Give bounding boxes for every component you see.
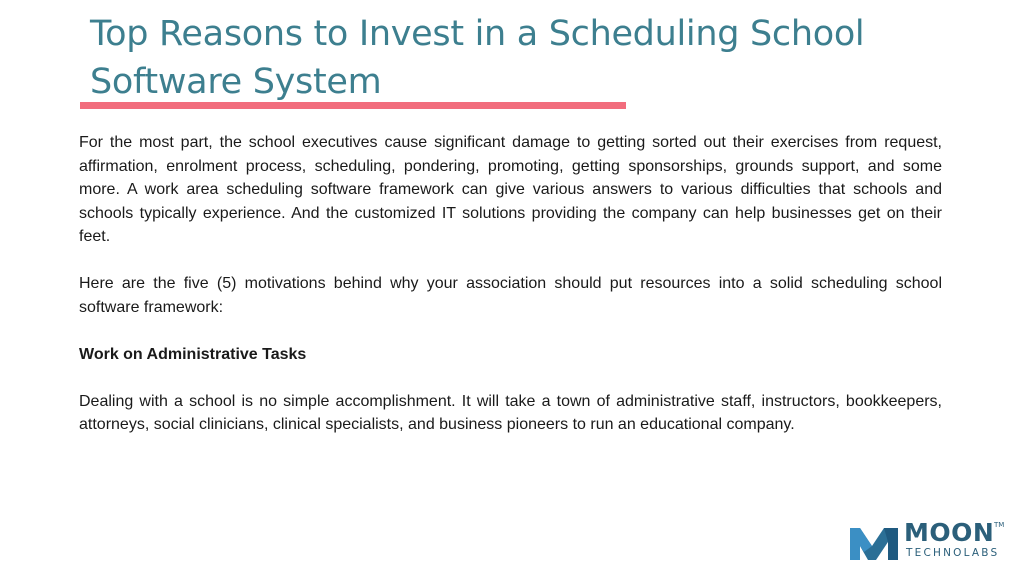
title-underline [80, 102, 626, 109]
section-heading: Work on Administrative Tasks [79, 345, 307, 363]
motivations-paragraph: Here are the five (5) motivations behind why your association should put resources into a solid scheduling school software framework: [79, 275, 942, 316]
body-text [79, 131, 942, 460]
mountain-logo-icon [850, 522, 898, 560]
section-paragraph: Dealing with a school is no simple accomplishment. It will take a town of administrative staff, instructors, bookkeepers, attorneys, social clinicians, clinical specialists, and business pioneers to run an educational company. [79, 392, 942, 433]
logo-subtitle: TECHNOLABS [906, 547, 1000, 559]
page-title: Top Reasons to Invest in a Scheduling School Software System [90, 14, 865, 102]
logo-trademark: TM [994, 521, 1005, 529]
moon-technolabs-logo [850, 520, 1010, 562]
logo-wordmark: MOON [904, 518, 995, 547]
intro-paragraph: For the most part, the school executives cause significant damage to getting sorted out their exercises from request, affirmation, enrolment process, scheduling, pondering, promoting, getting sponsorships, grounds support, and some more. A work area scheduling software framework can give various answers to various difficulties that schools and schools typically experience. And the customized IT solutions providing the company can help businesses get on their feet. [79, 134, 942, 245]
